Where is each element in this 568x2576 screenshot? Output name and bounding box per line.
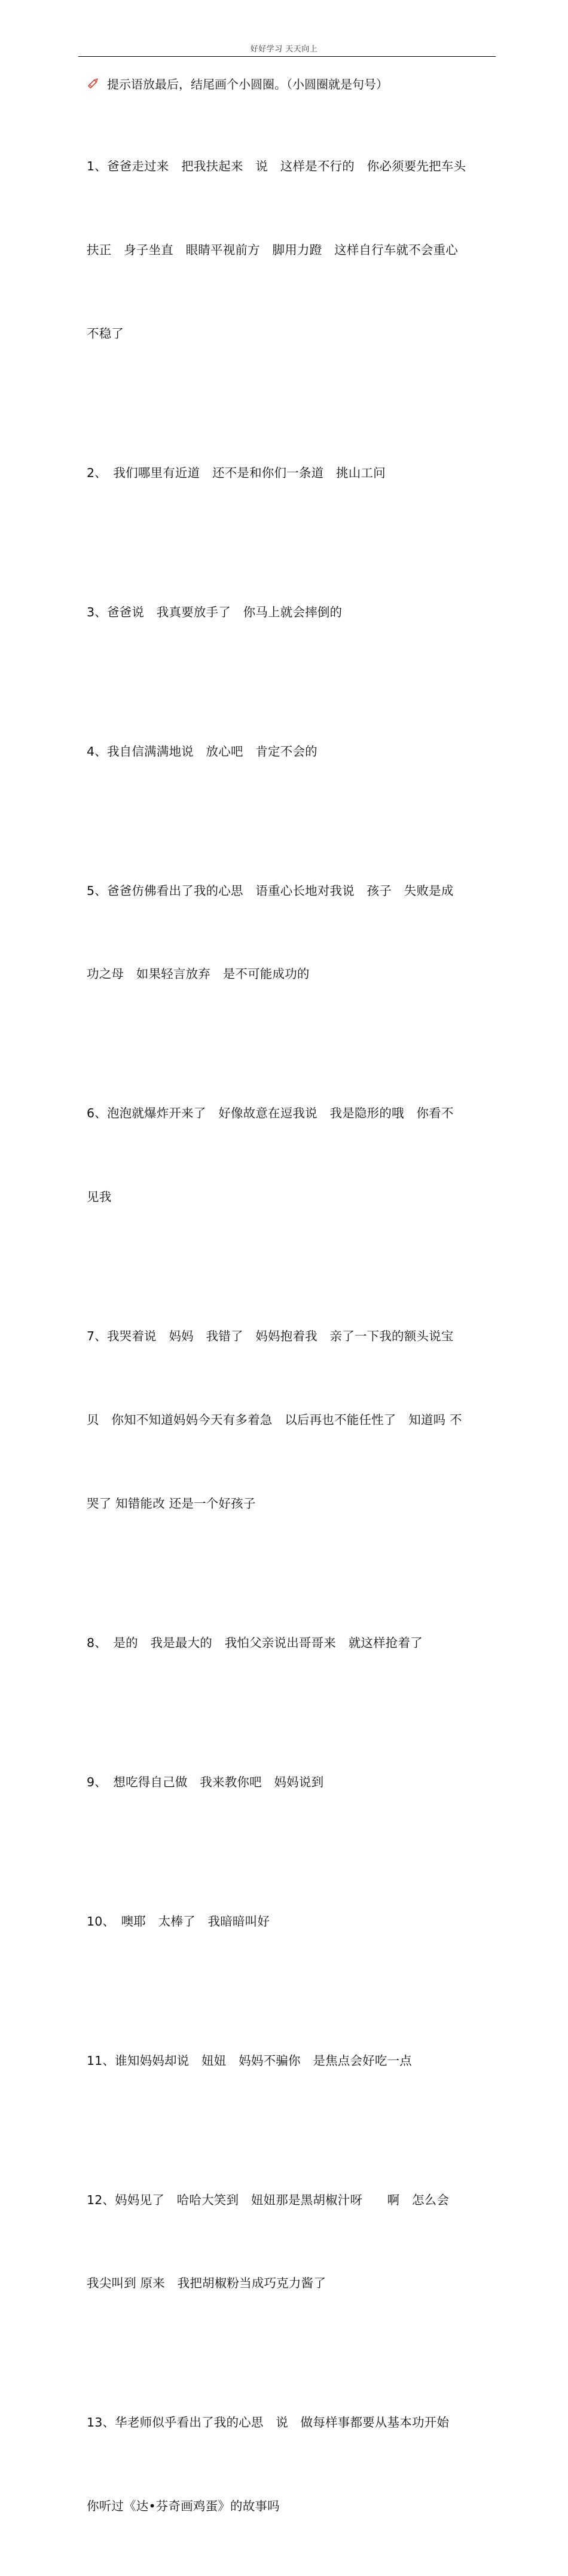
- item-line: 2、 我们哪里有近道 还不是和你们一条道 挑山工问: [87, 465, 386, 480]
- item-line: 3、爸爸说 我真要放手了 你马上就会摔倒的: [87, 604, 343, 619]
- item-line: 扶正 身子坐直 眼睛平视前方 脚用力蹬 这样自行车就不会重心: [87, 242, 458, 257]
- item-line: 贝 你知不知道妈妈今天有多着急 以后再也不能任性了 知道吗 不: [87, 1412, 462, 1427]
- list-item: [87, 1267, 487, 1573]
- page-header: 好好学习 天天向上: [250, 45, 318, 54]
- item-line: 6、泡泡就爆炸开来了 好像故意在逗我说 我是隐形的哦 你看不: [87, 1106, 454, 1121]
- list-item: [87, 2353, 487, 2576]
- item-line: 见我: [87, 1190, 112, 1205]
- pencil-icon: [87, 77, 100, 90]
- item-line: 12、妈妈见了 哈哈大笑到 妞妞那是黑胡椒汁呀 啊 怎么会: [87, 2192, 450, 2207]
- list-item: [87, 404, 487, 543]
- list-item: [87, 1991, 487, 2130]
- item-line: 1、爸爸走过来 把我扶起来 说 这样是不行的 你必须要先把车头: [87, 159, 466, 174]
- list-item: [87, 682, 487, 821]
- item-line: 哭了 知错能改 还是一个好孩子: [87, 1496, 256, 1511]
- item-line: 功之母 如果轻言放弃 是不可能成功的: [87, 967, 310, 982]
- tip-text: 提示语放最后，结尾画个小圆圈。（小圆圈就是句号）: [107, 77, 388, 91]
- header-divider: [78, 56, 496, 57]
- list-item: [87, 1851, 487, 1991]
- list-item: [87, 97, 487, 404]
- list-item: [87, 821, 487, 1044]
- list-item: [87, 2130, 487, 2353]
- item-line: 你听过《达•芬奇画鸡蛋》的故事吗: [87, 2499, 280, 2514]
- document-body: [87, 69, 487, 2576]
- list-item: [87, 1712, 487, 1851]
- tip-line: [87, 69, 487, 97]
- list-item: [87, 1573, 487, 1712]
- item-line: 我尖叫到 原来 我把胡椒粉当成巧克力酱了: [87, 2276, 326, 2291]
- list-item: [87, 1044, 487, 1267]
- item-line: 7、我哭着说 妈妈 我错了 妈妈抱着我 亲了一下我的额头说宝: [87, 1329, 454, 1344]
- list-item: [87, 543, 487, 682]
- item-line: 13、华老师似乎看出了我的心思 说 做每样事都要从基本功开始: [87, 2415, 450, 2430]
- item-line: 10、 噢耶 太棒了 我暗暗叫好: [87, 1914, 270, 1929]
- item-line: 5、爸爸仿佛看出了我的心思 语重心长地对我说 孩子 失败是成: [87, 883, 454, 898]
- item-line: 8、 是的 我是最大的 我怕父亲说出哥哥来 就这样抢着了: [87, 1635, 423, 1650]
- item-line: 不稳了: [87, 326, 124, 341]
- item-line: 4、我自信满满地说 放心吧 肯定不会的: [87, 744, 317, 759]
- item-line: 11、谁知妈妈却说 妞妞 妈妈不骗你 是焦点会好吃一点: [87, 2053, 412, 2068]
- item-line: 9、 想吃得自己做 我来教你吧 妈妈说到: [87, 1774, 324, 1789]
